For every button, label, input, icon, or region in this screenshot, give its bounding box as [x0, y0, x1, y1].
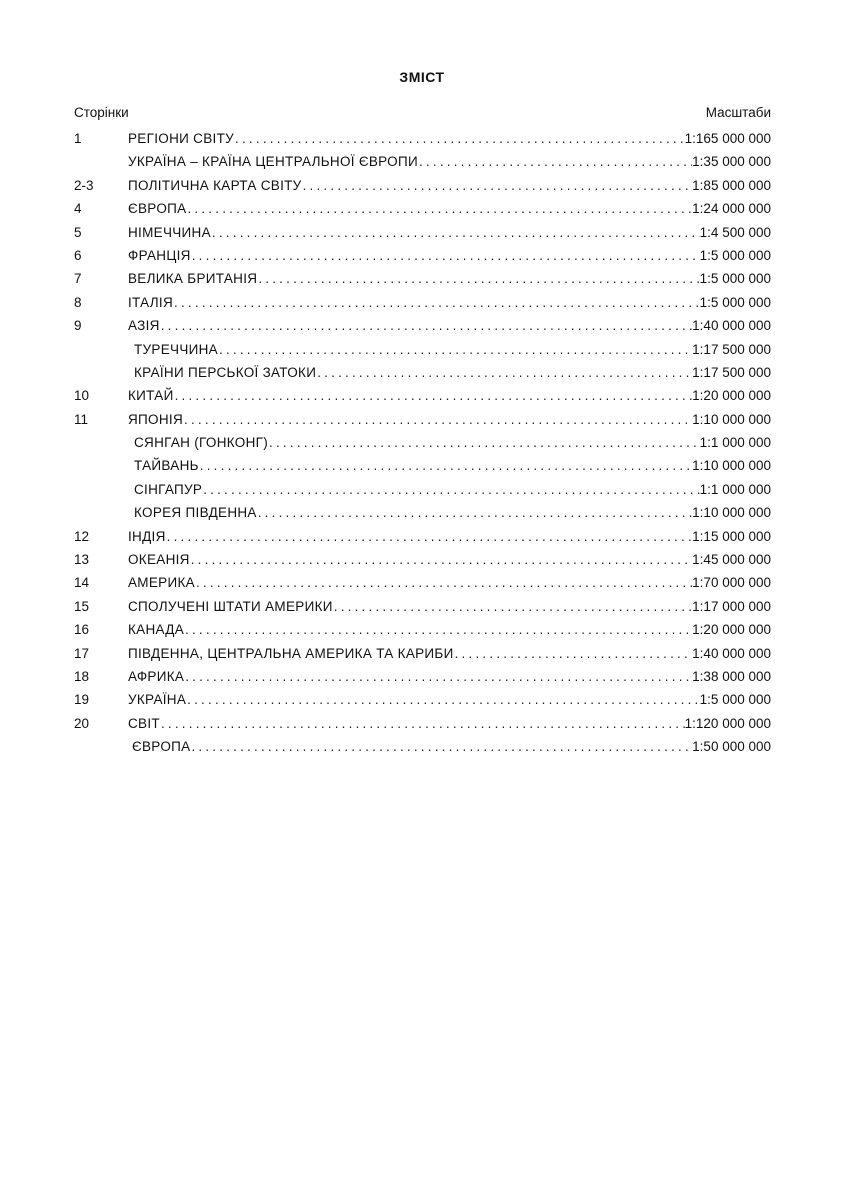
toc-entry [128, 712, 771, 735]
toc-map-scale: 1:15 000 000 [692, 528, 771, 544]
toc-page-number: 2-3 [74, 177, 94, 193]
toc-entry-name: СІНГАПУР [134, 481, 203, 497]
toc-leader-dots [202, 478, 699, 501]
toc-leader-dots [190, 735, 692, 758]
toc-row[interactable] [74, 150, 771, 173]
toc-page-number: 8 [74, 294, 82, 310]
toc-entry [128, 244, 771, 267]
toc-row[interactable] [74, 548, 771, 571]
toc-map-scale: 1:4 500 000 [699, 224, 771, 240]
toc-leader-dots [174, 384, 693, 407]
toc-map-scale: 1:5 000 000 [699, 692, 771, 708]
toc-row[interactable] [74, 478, 771, 501]
toc-row[interactable] [74, 338, 771, 361]
toc-leader-dots [234, 127, 685, 150]
toc-leader-dots [454, 642, 693, 665]
toc-entry-name: КИТАЙ [128, 388, 174, 404]
toc-entry-name: ІНДІЯ [128, 528, 166, 544]
toc-map-scale: 1:45 000 000 [692, 552, 771, 568]
toc-leader-dots [184, 665, 692, 688]
toc-row[interactable] [74, 408, 771, 431]
toc-page-number: 17 [74, 645, 90, 661]
toc-entry [128, 221, 771, 244]
toc-page-number: 14 [74, 575, 90, 591]
toc-entry [128, 197, 771, 220]
toc-row[interactable] [74, 618, 771, 641]
toc-page-number: 7 [74, 271, 82, 287]
toc-row[interactable] [74, 454, 771, 477]
toc-entry [128, 174, 771, 197]
toc-row[interactable] [74, 267, 771, 290]
toc-entry [128, 454, 771, 477]
toc-map-scale: 1:10 000 000 [692, 411, 771, 427]
toc-row[interactable] [74, 642, 771, 665]
toc-page-number: 4 [74, 201, 82, 217]
toc-map-scale: 1:17 000 000 [692, 598, 771, 614]
toc-entry-name: ІТАЛІЯ [128, 294, 174, 310]
toc-row[interactable] [74, 244, 771, 267]
toc-map-scale: 1:85 000 000 [692, 177, 771, 193]
page-title: ЗМІСТ [399, 69, 445, 85]
toc-entry-name: ЯПОНІЯ [128, 411, 184, 427]
toc-entry [128, 478, 771, 501]
toc-leader-dots [190, 548, 692, 571]
toc-entry [128, 361, 771, 384]
toc-entry-name: СПОЛУЧЕНІ ШТАТИ АМЕРИКИ [128, 598, 333, 614]
toc-map-scale: 1:10 000 000 [692, 458, 771, 474]
toc-entry [128, 595, 771, 618]
toc-map-scale: 1:5 000 000 [699, 247, 771, 263]
toc-page-number: 6 [74, 247, 82, 263]
toc-leader-dots [183, 408, 692, 431]
toc-entry-name: РЕГІОНИ СВІТУ [128, 131, 235, 146]
toc-map-scale: 1:50 000 000 [692, 739, 771, 755]
toc-entry-name: ВЕЛИКА БРИТАНІЯ [128, 271, 258, 287]
toc-map-scale: 1:1 000 000 [699, 435, 771, 451]
toc-map-scale: 1:1 000 000 [699, 481, 771, 497]
toc-entry [128, 548, 771, 571]
toc-entry [128, 127, 771, 150]
toc-row[interactable] [74, 665, 771, 688]
toc-entry [128, 688, 771, 711]
toc-leader-dots [302, 174, 693, 197]
toc-row[interactable] [74, 688, 771, 711]
toc-entry-name: ПІВДЕННА, ЦЕНТРАЛЬНА АМЕРИКА ТА КАРИБИ [128, 645, 454, 661]
toc-entry-name: КОРЕЯ ПІВДЕННА [134, 505, 257, 521]
toc-map-scale: 1:10 000 000 [692, 505, 771, 521]
toc-map-scale: 1:24 000 000 [692, 201, 771, 217]
toc-entry-name: УКРАЇНА – КРАЇНА ЦЕНТРАЛЬНОЇ ЄВРОПИ [128, 154, 418, 170]
toc-row[interactable] [74, 127, 771, 150]
scales-column-header: Масштаби [705, 105, 771, 120]
toc-map-scale: 1:20 000 000 [692, 388, 771, 404]
toc-row[interactable] [74, 525, 771, 548]
toc-page-number: 10 [74, 388, 90, 404]
toc-page-number: 19 [74, 692, 90, 708]
toc-map-scale: 1:120 000 000 [684, 715, 771, 731]
toc-leader-dots [268, 431, 700, 454]
toc-row[interactable] [74, 314, 771, 337]
toc-map-scale: 1:35 000 000 [692, 154, 771, 170]
toc-entry [128, 338, 771, 361]
toc-map-scale: 1:40 000 000 [692, 645, 771, 661]
pages-column-header: Сторінки [74, 105, 129, 120]
toc-map-scale: 1:70 000 000 [692, 575, 771, 591]
toc-page-number: 1 [74, 131, 82, 146]
toc-entry [128, 150, 771, 173]
toc-row[interactable] [74, 595, 771, 618]
toc-entry-name: ТАЙВАНЬ [134, 458, 199, 474]
toc-entry-name: АФРИКА [128, 668, 185, 684]
toc-entry [128, 571, 771, 594]
toc-row[interactable] [74, 735, 771, 758]
toc-entry-name: ОКЕАНІЯ [128, 552, 190, 568]
toc-leader-dots [199, 454, 692, 477]
toc-entry-name: ЄВРОПА [132, 739, 191, 755]
toc-entry [128, 735, 771, 758]
toc-page-number: 13 [74, 552, 90, 568]
toc-map-scale: 1:20 000 000 [692, 622, 771, 638]
toc-row[interactable] [74, 197, 771, 220]
toc-entry-name: КАНАДА [128, 622, 185, 638]
table-of-contents [74, 127, 771, 759]
toc-entry [128, 431, 771, 454]
toc-leader-dots [333, 595, 692, 618]
toc-leader-dots [218, 338, 692, 361]
toc-leader-dots [191, 244, 700, 267]
toc-row[interactable] [74, 291, 771, 314]
toc-entry-name: ТУРЕЧЧИНА [134, 341, 218, 357]
toc-entry [128, 525, 771, 548]
toc-row[interactable] [74, 501, 771, 524]
toc-page-number: 9 [74, 318, 82, 334]
toc-entry [128, 618, 771, 641]
toc-entry-name: СВІТ [128, 715, 160, 731]
toc-map-scale: 1:17 500 000 [692, 364, 771, 380]
toc-entry-name: ФРАНЦІЯ [128, 247, 191, 263]
toc-leader-dots [184, 618, 692, 641]
toc-entry [128, 501, 771, 524]
toc-map-scale: 1:165 000 000 [684, 131, 771, 146]
toc-map-scale: 1:5 000 000 [699, 271, 771, 287]
toc-entry [128, 267, 771, 290]
toc-leader-dots [195, 571, 692, 594]
toc-page-number: 18 [74, 668, 90, 684]
toc-entry-name: УКРАЇНА [128, 692, 187, 708]
toc-leader-dots [160, 314, 692, 337]
toc-entry-name: АМЕРИКА [128, 575, 195, 591]
toc-entry-name: СЯНГАН (ГОНКОНГ) [134, 435, 269, 451]
toc-row[interactable] [74, 384, 771, 407]
toc-entry-name: КРАЇНИ ПЕРСЬКОЇ ЗАТОКИ [134, 364, 317, 380]
toc-entry [128, 291, 771, 314]
toc-entry-name: АЗІЯ [128, 318, 160, 334]
toc-page-number: 5 [74, 224, 82, 240]
toc-leader-dots [418, 150, 692, 173]
toc-leader-dots [186, 688, 700, 711]
toc-entry [128, 384, 771, 407]
toc-entry [128, 408, 771, 431]
toc-row[interactable] [74, 571, 771, 594]
toc-page-number: 11 [74, 411, 89, 427]
toc-leader-dots [257, 501, 692, 524]
toc-leader-dots [160, 712, 685, 735]
toc-map-scale: 1:5 000 000 [699, 294, 771, 310]
toc-entry-name: НІМЕЧЧИНА [128, 224, 211, 240]
toc-row[interactable] [74, 361, 771, 384]
toc-row[interactable] [74, 174, 771, 197]
toc-leader-dots [257, 267, 699, 290]
toc-row[interactable] [74, 712, 771, 735]
toc-entry [128, 665, 771, 688]
toc-leader-dots [211, 221, 700, 244]
toc-row[interactable] [74, 431, 771, 454]
toc-page-number: 16 [74, 622, 90, 638]
toc-entry [128, 642, 771, 665]
toc-entry-name: ЄВРОПА [128, 201, 187, 217]
toc-page-number: 12 [74, 528, 90, 544]
toc-page-number: 20 [74, 715, 90, 731]
toc-map-scale: 1:17 500 000 [692, 341, 771, 357]
toc-entry [128, 314, 771, 337]
toc-entry-name: ПОЛІТИЧНА КАРТА СВІТУ [128, 177, 302, 193]
toc-leader-dots [173, 291, 700, 314]
toc-leader-dots [316, 361, 692, 384]
toc-row[interactable] [74, 221, 771, 244]
toc-map-scale: 1:40 000 000 [692, 318, 771, 334]
toc-leader-dots [166, 525, 693, 548]
toc-map-scale: 1:38 000 000 [692, 668, 771, 684]
toc-page-number: 15 [74, 598, 90, 614]
toc-leader-dots [186, 197, 692, 220]
